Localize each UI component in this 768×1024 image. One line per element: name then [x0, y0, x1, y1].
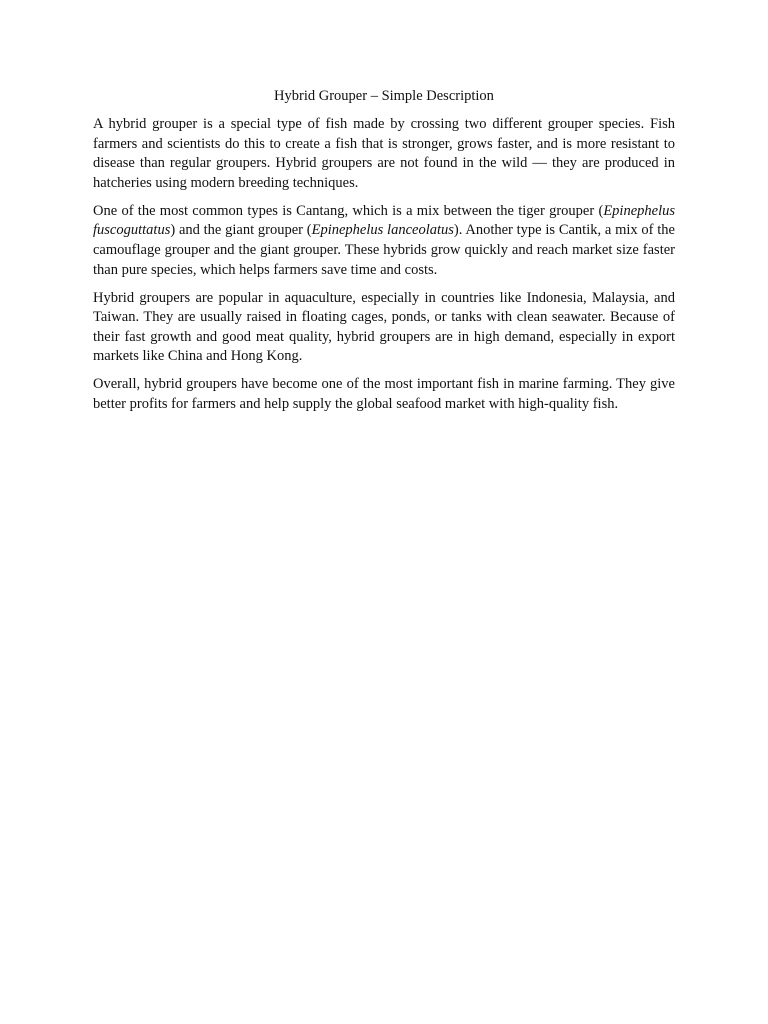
species-name-giant-grouper: Epinephelus lanceolatus: [311, 222, 454, 239]
paragraph-aquaculture: Hybrid groupers are popular in aquaculture, especially in countries like Indonesia, Malaysia, and Taiwan. They are usually raised in floating cages, ponds, or tanks with clean seawater. Because of their fast growth and good meat quality, hybrid groupers are in high demand, especially in export markets like China and Hong Kong.: [93, 289, 675, 365]
paragraph-introduction: A hybrid grouper is a special type of fish made by crossing two different grouper species. Fish farmers and scientists do this to create a fish that is stronger, grows faster, and is more resistant to disease than regular groupers. Hybrid groupers are not found in the wild — they are produced in hatcheries using modern breeding techniques.: [93, 116, 675, 191]
document-title: Hybrid Grouper – Simple Description: [274, 88, 494, 104]
species-name-tiger-grouper: Epinephelus fuscoguttatus: [93, 202, 675, 239]
document-body: [93, 87, 675, 423]
paragraph-types-text-2: ) and the giant grouper (: [170, 222, 312, 239]
paragraph-types-text-3: ). Another type is Cantik, a mix of the camouflage grouper and the giant grouper. These hybrids grow quickly and reach market size faster than pure species, which helps farmers save time and costs.: [93, 222, 675, 278]
paragraph-conclusion: Overall, hybrid groupers have become one of the most important fish in marine farming. They give better profits for farmers and help supply the global seafood market with high-quality fish.: [93, 376, 675, 412]
paragraph-types-text-1: One of the most common types is Cantang, which is a mix between the tiger grouper (: [93, 202, 604, 219]
paragraph-types: [93, 202, 675, 280]
